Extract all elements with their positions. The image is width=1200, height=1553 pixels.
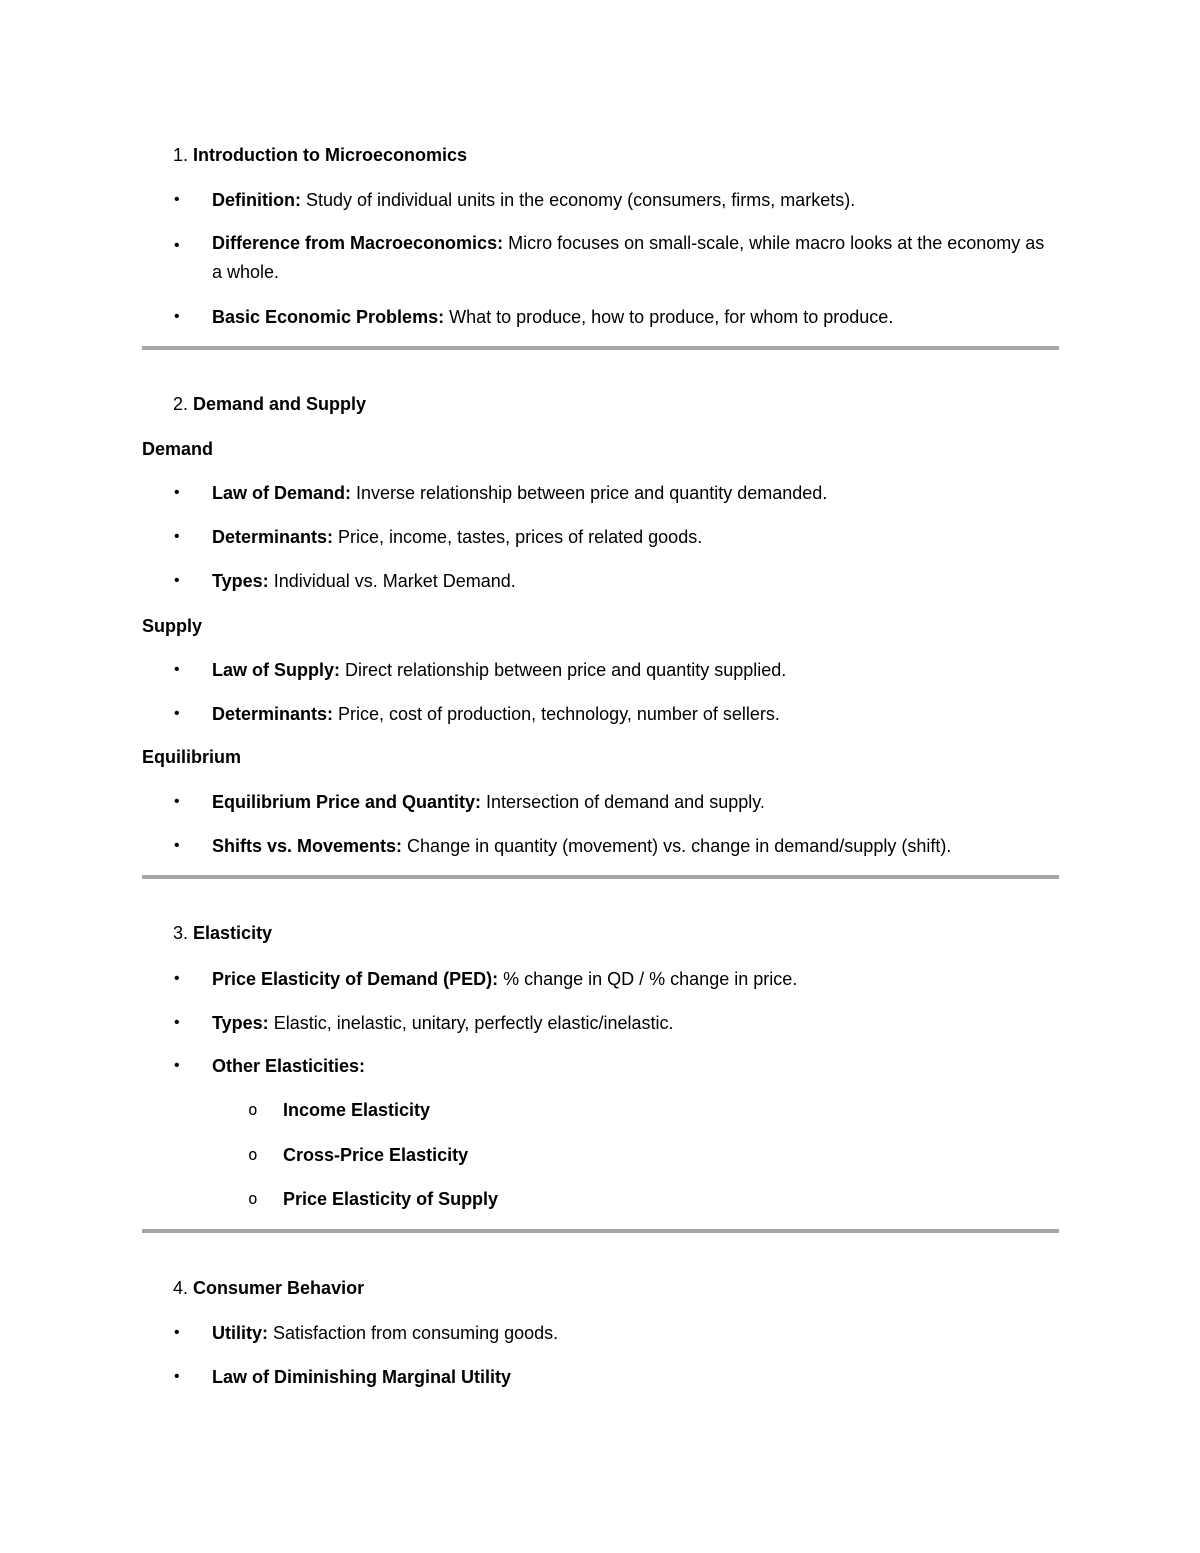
item-term: Determinants: — [212, 704, 334, 724]
bullet-icon: • — [174, 837, 180, 854]
item-term: Types: — [212, 571, 269, 591]
list-item — [174, 790, 765, 814]
item-term: Other Elasticities: — [212, 1056, 366, 1076]
horizontal-rule — [142, 1229, 1059, 1233]
bullet-icon: • — [174, 191, 180, 208]
item-term: Difference from Macroeconomics: — [212, 233, 504, 253]
item-term: Definition: — [212, 190, 301, 210]
section-heading — [173, 921, 272, 945]
hollow-bullet-icon: o — [248, 1189, 258, 1208]
item-text: Micro focuses on small-scale, while macro looks at the economy as a whole. — [212, 233, 1045, 282]
section-number: 4. — [173, 1278, 189, 1298]
hollow-bullet-icon: o — [248, 1145, 258, 1164]
item-term: Types: — [212, 1013, 269, 1033]
list-item — [174, 305, 894, 329]
sub-list-item — [248, 1098, 431, 1122]
list-item — [174, 525, 703, 549]
list-item — [174, 481, 828, 505]
item-term: Utility: — [212, 1323, 268, 1343]
section-title: Introduction to Microeconomics — [193, 145, 468, 165]
section-heading — [173, 1276, 364, 1300]
sub-item-label: Price Elasticity of Supply — [283, 1189, 499, 1209]
horizontal-rule — [142, 346, 1059, 350]
sub-list-item — [248, 1143, 469, 1167]
section-title: Elasticity — [193, 923, 273, 943]
item-text: Elastic, inelastic, unitary, perfectly elastic/inelastic. — [268, 1013, 674, 1033]
item-text: Inverse relationship between price and quantity demanded. — [351, 483, 828, 503]
horizontal-rule — [142, 875, 1059, 879]
hollow-bullet-icon: o — [248, 1100, 258, 1119]
item-text: What to produce, how to produce, for whom to produce. — [444, 307, 894, 327]
section-title: Consumer Behavior — [193, 1278, 365, 1298]
bullet-icon: • — [174, 528, 180, 545]
item-term: Determinants: — [212, 527, 334, 547]
item-text: Individual vs. Market Demand. — [268, 571, 516, 591]
bullet-icon: • — [174, 484, 180, 501]
item-text: Intersection of demand and supply. — [481, 792, 765, 812]
section-heading — [173, 392, 366, 416]
sub-item-label: Cross-Price Elasticity — [283, 1145, 469, 1165]
bullet-icon: • — [174, 1368, 180, 1385]
bullet-icon: • — [174, 237, 180, 254]
subsection-title: Equilibrium — [142, 747, 241, 767]
bullet-icon: • — [174, 1057, 180, 1074]
bullet-icon: • — [174, 661, 180, 678]
item-text: % change in QD / % change in price. — [498, 969, 798, 989]
item-text: Price, income, tastes, prices of related goods. — [333, 527, 703, 547]
item-term: Basic Economic Problems: — [212, 307, 445, 327]
bullet-icon: • — [174, 970, 180, 987]
list-item — [174, 967, 798, 991]
item-term: Law of Supply: — [212, 660, 340, 680]
bullet-icon: • — [174, 572, 180, 589]
item-text: Change in quantity (movement) vs. change in demand/supply (shift). — [402, 836, 952, 856]
list-item — [174, 834, 952, 858]
list-item — [174, 702, 780, 726]
bullet-icon: • — [174, 1014, 180, 1031]
list-item — [174, 229, 1057, 287]
item-text: Study of individual units in the economy (consumers, firms, markets). — [300, 190, 856, 210]
item-text: Price, cost of production, technology, number of sellers. — [333, 704, 780, 724]
item-term: Shifts vs. Movements: — [212, 836, 403, 856]
item-term: Law of Diminishing Marginal Utility — [212, 1367, 512, 1387]
subsection-title: Demand — [142, 439, 214, 459]
item-text: Satisfaction from consuming goods. — [268, 1323, 559, 1343]
subsection-title: Supply — [142, 616, 203, 636]
item-term: Price Elasticity of Demand (PED): — [212, 969, 499, 989]
list-item — [174, 658, 787, 682]
item-text: Direct relationship between price and quantity supplied. — [340, 660, 787, 680]
section-heading — [173, 143, 467, 167]
list-item — [174, 1321, 559, 1345]
list-item — [174, 1011, 674, 1035]
item-term: Equilibrium Price and Quantity: — [212, 792, 482, 812]
list-item — [174, 1365, 512, 1389]
sub-list-item — [248, 1187, 499, 1211]
bullet-icon: • — [174, 793, 180, 810]
list-item — [174, 188, 856, 212]
section-number: 1. — [173, 145, 189, 165]
bullet-icon: • — [174, 1324, 180, 1341]
bullet-icon: • — [174, 308, 180, 325]
section-number: 2. — [173, 394, 189, 414]
item-term: Law of Demand: — [212, 483, 352, 503]
bullet-icon: • — [174, 705, 180, 722]
list-item — [174, 569, 516, 593]
sub-item-label: Income Elasticity — [283, 1100, 431, 1120]
list-item — [174, 1054, 366, 1078]
section-title: Demand and Supply — [193, 394, 367, 414]
section-number: 3. — [173, 923, 189, 943]
